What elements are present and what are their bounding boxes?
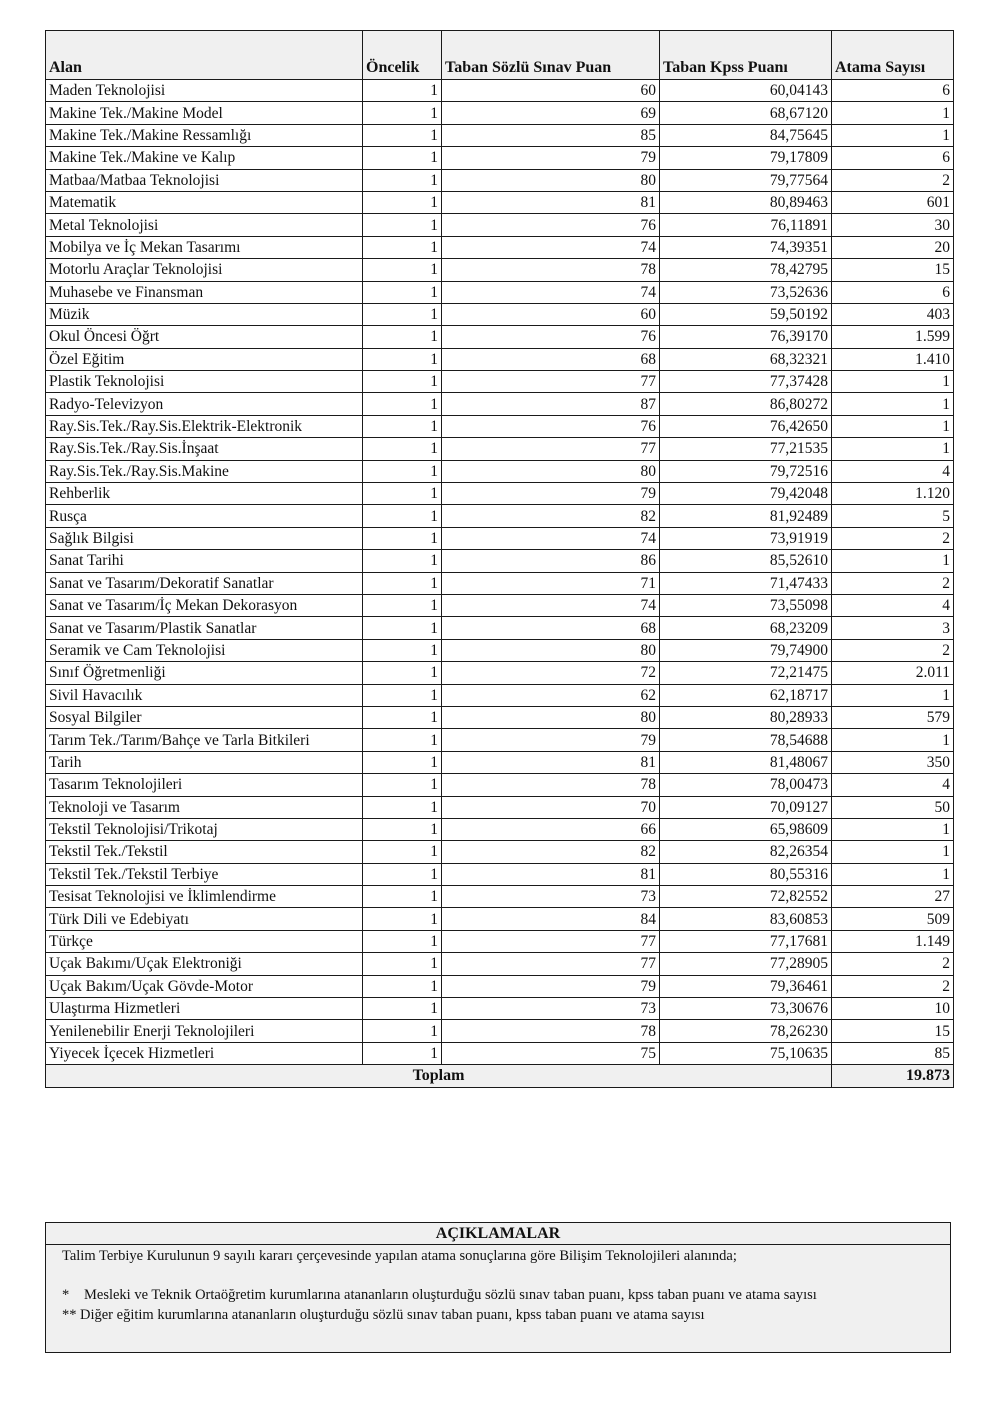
cell-alan: Muhasebe ve Finansman bbox=[46, 281, 363, 303]
table-row bbox=[46, 1042, 954, 1064]
cell-taban-kpss-puani: 77,17681 bbox=[660, 930, 832, 952]
cell-taban-sozlu-sinav-puan: 74 bbox=[442, 527, 660, 549]
cell-atama-sayisi: 1 bbox=[832, 729, 954, 751]
cell-taban-sozlu-sinav-puan: 87 bbox=[442, 393, 660, 415]
cell-oncelik: 1 bbox=[363, 617, 442, 639]
cell-taban-kpss-puani: 78,42795 bbox=[660, 259, 832, 281]
table-row bbox=[46, 930, 954, 952]
table-row bbox=[46, 438, 954, 460]
table-row bbox=[46, 483, 954, 505]
cell-taban-sozlu-sinav-puan: 84 bbox=[442, 908, 660, 930]
cell-taban-sozlu-sinav-puan: 73 bbox=[442, 886, 660, 908]
table-row bbox=[46, 393, 954, 415]
cell-taban-kpss-puani: 59,50192 bbox=[660, 303, 832, 325]
cell-atama-sayisi: 350 bbox=[832, 751, 954, 773]
cell-atama-sayisi: 27 bbox=[832, 886, 954, 908]
total-value: 19.873 bbox=[832, 1065, 954, 1088]
cell-oncelik: 1 bbox=[363, 908, 442, 930]
explanations-title: AÇIKLAMALAR bbox=[46, 1223, 950, 1245]
cell-taban-kpss-puani: 78,54688 bbox=[660, 729, 832, 751]
cell-oncelik: 1 bbox=[363, 706, 442, 728]
table-row bbox=[46, 953, 954, 975]
cell-taban-kpss-puani: 76,42650 bbox=[660, 415, 832, 437]
cell-taban-kpss-puani: 73,91919 bbox=[660, 527, 832, 549]
total-label: Toplam bbox=[46, 1065, 832, 1088]
cell-oncelik: 1 bbox=[363, 259, 442, 281]
cell-taban-kpss-puani: 79,72516 bbox=[660, 460, 832, 482]
cell-taban-kpss-puani: 79,74900 bbox=[660, 639, 832, 661]
cell-oncelik: 1 bbox=[363, 684, 442, 706]
table-row bbox=[46, 886, 954, 908]
cell-taban-sozlu-sinav-puan: 81 bbox=[442, 751, 660, 773]
table-row bbox=[46, 102, 954, 124]
cell-atama-sayisi: 2 bbox=[832, 169, 954, 191]
table-row bbox=[46, 460, 954, 482]
cell-atama-sayisi: 1 bbox=[832, 550, 954, 572]
cell-taban-sozlu-sinav-puan: 74 bbox=[442, 281, 660, 303]
cell-taban-sozlu-sinav-puan: 62 bbox=[442, 684, 660, 706]
cell-taban-sozlu-sinav-puan: 78 bbox=[442, 1020, 660, 1042]
explanations-intro: Talim Terbiye Kurulunun 9 sayılı kararı çerçevesinde yapılan atama sonuçlarına göre Bilişim Teknolojileri alanında; bbox=[62, 1248, 737, 1264]
table-footer bbox=[46, 1065, 954, 1088]
explanation-text: Mesleki ve Teknik Ortaöğretim kurumlarına atananların oluşturduğu sözlü sınav taban puanı, kpss taban puanı ve atama sayısı bbox=[84, 1287, 817, 1303]
cell-atama-sayisi: 1.120 bbox=[832, 483, 954, 505]
cell-taban-sozlu-sinav-puan: 78 bbox=[442, 259, 660, 281]
cell-atama-sayisi: 2 bbox=[832, 975, 954, 997]
cell-alan: Makine Tek./Makine Ressamlığı bbox=[46, 124, 363, 146]
cell-alan: Türk Dili ve Edebiyatı bbox=[46, 908, 363, 930]
explanation-item bbox=[62, 1306, 950, 1326]
cell-oncelik: 1 bbox=[363, 930, 442, 952]
cell-alan: Tasarım Teknolojileri bbox=[46, 774, 363, 796]
cell-oncelik: 1 bbox=[363, 102, 442, 124]
cell-atama-sayisi: 15 bbox=[832, 1020, 954, 1042]
cell-alan: Sanat ve Tasarım/İç Mekan Dekorasyon bbox=[46, 594, 363, 616]
cell-alan: Tekstil Teknolojisi/Trikotaj bbox=[46, 818, 363, 840]
table-row bbox=[46, 751, 954, 773]
cell-taban-kpss-puani: 86,80272 bbox=[660, 393, 832, 415]
cell-alan: Radyo-Televizyon bbox=[46, 393, 363, 415]
cell-oncelik: 1 bbox=[363, 841, 442, 863]
table-row bbox=[46, 998, 954, 1020]
cell-taban-kpss-puani: 68,23209 bbox=[660, 617, 832, 639]
cell-oncelik: 1 bbox=[363, 594, 442, 616]
cell-alan: Tesisat Teknolojisi ve İklimlendirme bbox=[46, 886, 363, 908]
cell-oncelik: 1 bbox=[363, 124, 442, 146]
cell-alan: Uçak Bakımı/Uçak Elektroniği bbox=[46, 953, 363, 975]
cell-taban-kpss-puani: 73,52636 bbox=[660, 281, 832, 303]
header-taban-kpss-puani: Taban Kpss Puanı bbox=[660, 31, 832, 80]
header-atama-sayisi: Atama Sayısı bbox=[832, 31, 954, 80]
cell-taban-kpss-puani: 70,09127 bbox=[660, 796, 832, 818]
cell-taban-sozlu-sinav-puan: 80 bbox=[442, 706, 660, 728]
header-alan: Alan bbox=[46, 31, 363, 80]
cell-oncelik: 1 bbox=[363, 505, 442, 527]
cell-oncelik: 1 bbox=[363, 460, 442, 482]
cell-atama-sayisi: 50 bbox=[832, 796, 954, 818]
cell-taban-sozlu-sinav-puan: 82 bbox=[442, 841, 660, 863]
cell-taban-sozlu-sinav-puan: 66 bbox=[442, 818, 660, 840]
cell-taban-kpss-puani: 82,26354 bbox=[660, 841, 832, 863]
cell-taban-kpss-puani: 77,21535 bbox=[660, 438, 832, 460]
cell-oncelik: 1 bbox=[363, 1020, 442, 1042]
cell-taban-sozlu-sinav-puan: 70 bbox=[442, 796, 660, 818]
cell-alan: Plastik Teknolojisi bbox=[46, 371, 363, 393]
cell-taban-sozlu-sinav-puan: 79 bbox=[442, 729, 660, 751]
cell-oncelik: 1 bbox=[363, 975, 442, 997]
cell-alan: Sivil Havacılık bbox=[46, 684, 363, 706]
table-row bbox=[46, 281, 954, 303]
cell-taban-sozlu-sinav-puan: 76 bbox=[442, 326, 660, 348]
table-row bbox=[46, 169, 954, 191]
cell-oncelik: 1 bbox=[363, 639, 442, 661]
cell-atama-sayisi: 1 bbox=[832, 102, 954, 124]
cell-atama-sayisi: 2 bbox=[832, 639, 954, 661]
cell-alan: Müzik bbox=[46, 303, 363, 325]
explanation-item bbox=[62, 1286, 950, 1306]
cell-taban-sozlu-sinav-puan: 60 bbox=[442, 80, 660, 102]
cell-atama-sayisi: 15 bbox=[832, 259, 954, 281]
cell-atama-sayisi: 509 bbox=[832, 908, 954, 930]
cell-atama-sayisi: 1 bbox=[832, 863, 954, 885]
cell-taban-sozlu-sinav-puan: 81 bbox=[442, 863, 660, 885]
cell-taban-kpss-puani: 84,75645 bbox=[660, 124, 832, 146]
cell-alan: Sağlık Bilgisi bbox=[46, 527, 363, 549]
cell-atama-sayisi: 2 bbox=[832, 572, 954, 594]
cell-oncelik: 1 bbox=[363, 774, 442, 796]
cell-alan: Sınıf Öğretmenliği bbox=[46, 662, 363, 684]
cell-taban-sozlu-sinav-puan: 75 bbox=[442, 1042, 660, 1064]
cell-atama-sayisi: 1 bbox=[832, 371, 954, 393]
table-row bbox=[46, 259, 954, 281]
cell-taban-sozlu-sinav-puan: 85 bbox=[442, 124, 660, 146]
table-row bbox=[46, 639, 954, 661]
cell-taban-sozlu-sinav-puan: 76 bbox=[442, 214, 660, 236]
cell-taban-kpss-puani: 85,52610 bbox=[660, 550, 832, 572]
cell-taban-kpss-puani: 83,60853 bbox=[660, 908, 832, 930]
spacer bbox=[62, 1267, 950, 1287]
cell-taban-kpss-puani: 77,28905 bbox=[660, 953, 832, 975]
cell-atama-sayisi: 1.149 bbox=[832, 930, 954, 952]
table-row bbox=[46, 662, 954, 684]
total-row bbox=[46, 1065, 954, 1088]
cell-taban-sozlu-sinav-puan: 74 bbox=[442, 236, 660, 258]
table-body bbox=[46, 80, 954, 1065]
cell-taban-sozlu-sinav-puan: 77 bbox=[442, 371, 660, 393]
table-row bbox=[46, 594, 954, 616]
cell-taban-kpss-puani: 68,32321 bbox=[660, 348, 832, 370]
cell-alan: Tekstil Tek./Tekstil Terbiye bbox=[46, 863, 363, 885]
cell-atama-sayisi: 1.410 bbox=[832, 348, 954, 370]
cell-atama-sayisi: 20 bbox=[832, 236, 954, 258]
cell-alan: Sosyal Bilgiler bbox=[46, 706, 363, 728]
table-row bbox=[46, 841, 954, 863]
cell-taban-sozlu-sinav-puan: 86 bbox=[442, 550, 660, 572]
cell-taban-kpss-puani: 60,04143 bbox=[660, 80, 832, 102]
cell-taban-kpss-puani: 79,17809 bbox=[660, 147, 832, 169]
cell-taban-sozlu-sinav-puan: 60 bbox=[442, 303, 660, 325]
cell-atama-sayisi: 30 bbox=[832, 214, 954, 236]
footnote-marker-double-asterisk: ** bbox=[62, 1306, 77, 1323]
cell-taban-kpss-puani: 74,39351 bbox=[660, 236, 832, 258]
table-row bbox=[46, 774, 954, 796]
cell-alan: Makine Tek./Makine Model bbox=[46, 102, 363, 124]
cell-alan: Mobilya ve İç Mekan Tasarımı bbox=[46, 236, 363, 258]
header-oncelik: Öncelik bbox=[363, 31, 442, 80]
cell-alan: Makine Tek./Makine ve Kalıp bbox=[46, 147, 363, 169]
table-row bbox=[46, 1020, 954, 1042]
cell-taban-kpss-puani: 78,26230 bbox=[660, 1020, 832, 1042]
cell-taban-sozlu-sinav-puan: 74 bbox=[442, 594, 660, 616]
cell-alan: Seramik ve Cam Teknolojisi bbox=[46, 639, 363, 661]
cell-oncelik: 1 bbox=[363, 1042, 442, 1064]
cell-oncelik: 1 bbox=[363, 169, 442, 191]
cell-taban-sozlu-sinav-puan: 71 bbox=[442, 572, 660, 594]
cell-taban-sozlu-sinav-puan: 68 bbox=[442, 348, 660, 370]
cell-taban-kpss-puani: 72,82552 bbox=[660, 886, 832, 908]
table-row bbox=[46, 236, 954, 258]
cell-taban-sozlu-sinav-puan: 73 bbox=[442, 998, 660, 1020]
cell-taban-kpss-puani: 65,98609 bbox=[660, 818, 832, 840]
cell-taban-kpss-puani: 79,36461 bbox=[660, 975, 832, 997]
cell-atama-sayisi: 4 bbox=[832, 774, 954, 796]
cell-alan: Tarım Tek./Tarım/Bahçe ve Tarla Bitkileri bbox=[46, 729, 363, 751]
cell-taban-kpss-puani: 71,47433 bbox=[660, 572, 832, 594]
cell-taban-kpss-puani: 80,89463 bbox=[660, 191, 832, 213]
cell-taban-sozlu-sinav-puan: 77 bbox=[442, 953, 660, 975]
cell-alan: Uçak Bakım/Uçak Gövde-Motor bbox=[46, 975, 363, 997]
cell-oncelik: 1 bbox=[363, 998, 442, 1020]
cell-alan: Ray.Sis.Tek./Ray.Sis.İnşaat bbox=[46, 438, 363, 460]
cell-taban-kpss-puani: 75,10635 bbox=[660, 1042, 832, 1064]
cell-atama-sayisi: 3 bbox=[832, 617, 954, 639]
cell-taban-kpss-puani: 81,92489 bbox=[660, 505, 832, 527]
cell-oncelik: 1 bbox=[363, 662, 442, 684]
cell-alan: Yiyecek İçecek Hizmetleri bbox=[46, 1042, 363, 1064]
cell-oncelik: 1 bbox=[363, 550, 442, 572]
cell-taban-sozlu-sinav-puan: 81 bbox=[442, 191, 660, 213]
cell-atama-sayisi: 2 bbox=[832, 527, 954, 549]
cell-taban-kpss-puani: 72,21475 bbox=[660, 662, 832, 684]
cell-alan: Matbaa/Matbaa Teknolojisi bbox=[46, 169, 363, 191]
table-row bbox=[46, 908, 954, 930]
cell-alan: Maden Teknolojisi bbox=[46, 80, 363, 102]
cell-oncelik: 1 bbox=[363, 572, 442, 594]
cell-atama-sayisi: 1 bbox=[832, 124, 954, 146]
cell-taban-kpss-puani: 68,67120 bbox=[660, 102, 832, 124]
cell-atama-sayisi: 6 bbox=[832, 281, 954, 303]
cell-atama-sayisi: 1 bbox=[832, 684, 954, 706]
cell-oncelik: 1 bbox=[363, 415, 442, 437]
table-row bbox=[46, 505, 954, 527]
cell-alan: Ulaştırma Hizmetleri bbox=[46, 998, 363, 1020]
assignment-results-table bbox=[45, 30, 954, 1088]
table-row bbox=[46, 303, 954, 325]
cell-atama-sayisi: 1 bbox=[832, 438, 954, 460]
cell-oncelik: 1 bbox=[363, 303, 442, 325]
cell-taban-kpss-puani: 73,55098 bbox=[660, 594, 832, 616]
cell-alan: Rehberlik bbox=[46, 483, 363, 505]
cell-atama-sayisi: 1.599 bbox=[832, 326, 954, 348]
cell-oncelik: 1 bbox=[363, 863, 442, 885]
cell-taban-sozlu-sinav-puan: 80 bbox=[442, 460, 660, 482]
table-row bbox=[46, 572, 954, 594]
cell-oncelik: 1 bbox=[363, 348, 442, 370]
cell-oncelik: 1 bbox=[363, 953, 442, 975]
cell-oncelik: 1 bbox=[363, 191, 442, 213]
cell-oncelik: 1 bbox=[363, 326, 442, 348]
cell-atama-sayisi: 4 bbox=[832, 594, 954, 616]
table-row bbox=[46, 326, 954, 348]
table-row bbox=[46, 124, 954, 146]
cell-alan: Ray.Sis.Tek./Ray.Sis.Makine bbox=[46, 460, 363, 482]
table-row bbox=[46, 191, 954, 213]
cell-alan: Yenilenebilir Enerji Teknolojileri bbox=[46, 1020, 363, 1042]
cell-alan: Teknoloji ve Tasarım bbox=[46, 796, 363, 818]
cell-taban-sozlu-sinav-puan: 80 bbox=[442, 639, 660, 661]
cell-alan: Tarih bbox=[46, 751, 363, 773]
cell-taban-sozlu-sinav-puan: 79 bbox=[442, 483, 660, 505]
footnote-marker-single-asterisk: * bbox=[62, 1287, 70, 1303]
cell-atama-sayisi: 2 bbox=[832, 953, 954, 975]
cell-oncelik: 1 bbox=[363, 214, 442, 236]
cell-oncelik: 1 bbox=[363, 527, 442, 549]
table-row bbox=[46, 147, 954, 169]
table-row bbox=[46, 796, 954, 818]
cell-atama-sayisi: 10 bbox=[832, 998, 954, 1020]
cell-taban-sozlu-sinav-puan: 76 bbox=[442, 415, 660, 437]
cell-atama-sayisi: 6 bbox=[832, 147, 954, 169]
cell-taban-sozlu-sinav-puan: 77 bbox=[442, 930, 660, 952]
header-taban-sozlu-sinav-puan: Taban Sözlü Sınav Puan bbox=[442, 31, 660, 80]
cell-taban-kpss-puani: 81,48067 bbox=[660, 751, 832, 773]
cell-atama-sayisi: 6 bbox=[832, 80, 954, 102]
table-row bbox=[46, 818, 954, 840]
cell-taban-sozlu-sinav-puan: 79 bbox=[442, 975, 660, 997]
cell-taban-kpss-puani: 78,00473 bbox=[660, 774, 832, 796]
cell-alan: Motorlu Araçlar Teknolojisi bbox=[46, 259, 363, 281]
explanations-body bbox=[46, 1245, 950, 1325]
cell-atama-sayisi: 1 bbox=[832, 841, 954, 863]
cell-oncelik: 1 bbox=[363, 438, 442, 460]
cell-oncelik: 1 bbox=[363, 483, 442, 505]
table-row bbox=[46, 371, 954, 393]
explanations-box bbox=[45, 1222, 951, 1353]
cell-alan: Tekstil Tek./Tekstil bbox=[46, 841, 363, 863]
cell-alan: Okul Öncesi Öğrt bbox=[46, 326, 363, 348]
cell-oncelik: 1 bbox=[363, 393, 442, 415]
cell-atama-sayisi: 1 bbox=[832, 818, 954, 840]
cell-taban-kpss-puani: 80,28933 bbox=[660, 706, 832, 728]
table-row bbox=[46, 527, 954, 549]
cell-alan: Türkçe bbox=[46, 930, 363, 952]
cell-alan: Sanat ve Tasarım/Plastik Sanatlar bbox=[46, 617, 363, 639]
cell-oncelik: 1 bbox=[363, 818, 442, 840]
table-row bbox=[46, 348, 954, 370]
cell-atama-sayisi: 403 bbox=[832, 303, 954, 325]
table-row bbox=[46, 214, 954, 236]
cell-oncelik: 1 bbox=[363, 281, 442, 303]
cell-alan: Matematik bbox=[46, 191, 363, 213]
table-row bbox=[46, 550, 954, 572]
table-row bbox=[46, 706, 954, 728]
cell-alan: Rusça bbox=[46, 505, 363, 527]
cell-atama-sayisi: 2.011 bbox=[832, 662, 954, 684]
table-row bbox=[46, 975, 954, 997]
cell-oncelik: 1 bbox=[363, 147, 442, 169]
cell-atama-sayisi: 85 bbox=[832, 1042, 954, 1064]
table-row bbox=[46, 617, 954, 639]
cell-oncelik: 1 bbox=[363, 729, 442, 751]
cell-oncelik: 1 bbox=[363, 371, 442, 393]
table-header bbox=[46, 31, 954, 80]
cell-taban-sozlu-sinav-puan: 72 bbox=[442, 662, 660, 684]
cell-taban-sozlu-sinav-puan: 82 bbox=[442, 505, 660, 527]
cell-atama-sayisi: 601 bbox=[832, 191, 954, 213]
table-row bbox=[46, 863, 954, 885]
cell-taban-kpss-puani: 76,39170 bbox=[660, 326, 832, 348]
cell-alan: Özel Eğitim bbox=[46, 348, 363, 370]
cell-atama-sayisi: 1 bbox=[832, 393, 954, 415]
cell-taban-sozlu-sinav-puan: 79 bbox=[442, 147, 660, 169]
cell-taban-kpss-puani: 79,42048 bbox=[660, 483, 832, 505]
cell-atama-sayisi: 5 bbox=[832, 505, 954, 527]
cell-atama-sayisi: 579 bbox=[832, 706, 954, 728]
cell-taban-sozlu-sinav-puan: 80 bbox=[442, 169, 660, 191]
table-row bbox=[46, 729, 954, 751]
cell-oncelik: 1 bbox=[363, 751, 442, 773]
cell-taban-kpss-puani: 79,77564 bbox=[660, 169, 832, 191]
cell-taban-kpss-puani: 73,30676 bbox=[660, 998, 832, 1020]
cell-taban-sozlu-sinav-puan: 78 bbox=[442, 774, 660, 796]
cell-alan: Sanat Tarihi bbox=[46, 550, 363, 572]
cell-atama-sayisi: 1 bbox=[832, 415, 954, 437]
cell-oncelik: 1 bbox=[363, 236, 442, 258]
cell-alan: Metal Teknolojisi bbox=[46, 214, 363, 236]
cell-atama-sayisi: 4 bbox=[832, 460, 954, 482]
cell-taban-kpss-puani: 62,18717 bbox=[660, 684, 832, 706]
cell-taban-kpss-puani: 77,37428 bbox=[660, 371, 832, 393]
cell-alan: Ray.Sis.Tek./Ray.Sis.Elektrik-Elektronik bbox=[46, 415, 363, 437]
cell-taban-sozlu-sinav-puan: 69 bbox=[442, 102, 660, 124]
cell-taban-sozlu-sinav-puan: 77 bbox=[442, 438, 660, 460]
cell-oncelik: 1 bbox=[363, 886, 442, 908]
cell-alan: Sanat ve Tasarım/Dekoratif Sanatlar bbox=[46, 572, 363, 594]
cell-oncelik: 1 bbox=[363, 796, 442, 818]
table-row bbox=[46, 684, 954, 706]
explanation-text: Diğer eğitim kurumlarına atananların oluşturduğu sözlü sınav taban puanı, kpss taban puanı ve atama sayısı bbox=[80, 1306, 705, 1323]
cell-taban-kpss-puani: 80,55316 bbox=[660, 863, 832, 885]
cell-oncelik: 1 bbox=[363, 80, 442, 102]
cell-taban-kpss-puani: 76,11891 bbox=[660, 214, 832, 236]
table-row bbox=[46, 415, 954, 437]
cell-taban-sozlu-sinav-puan: 68 bbox=[442, 617, 660, 639]
table-row bbox=[46, 80, 954, 102]
